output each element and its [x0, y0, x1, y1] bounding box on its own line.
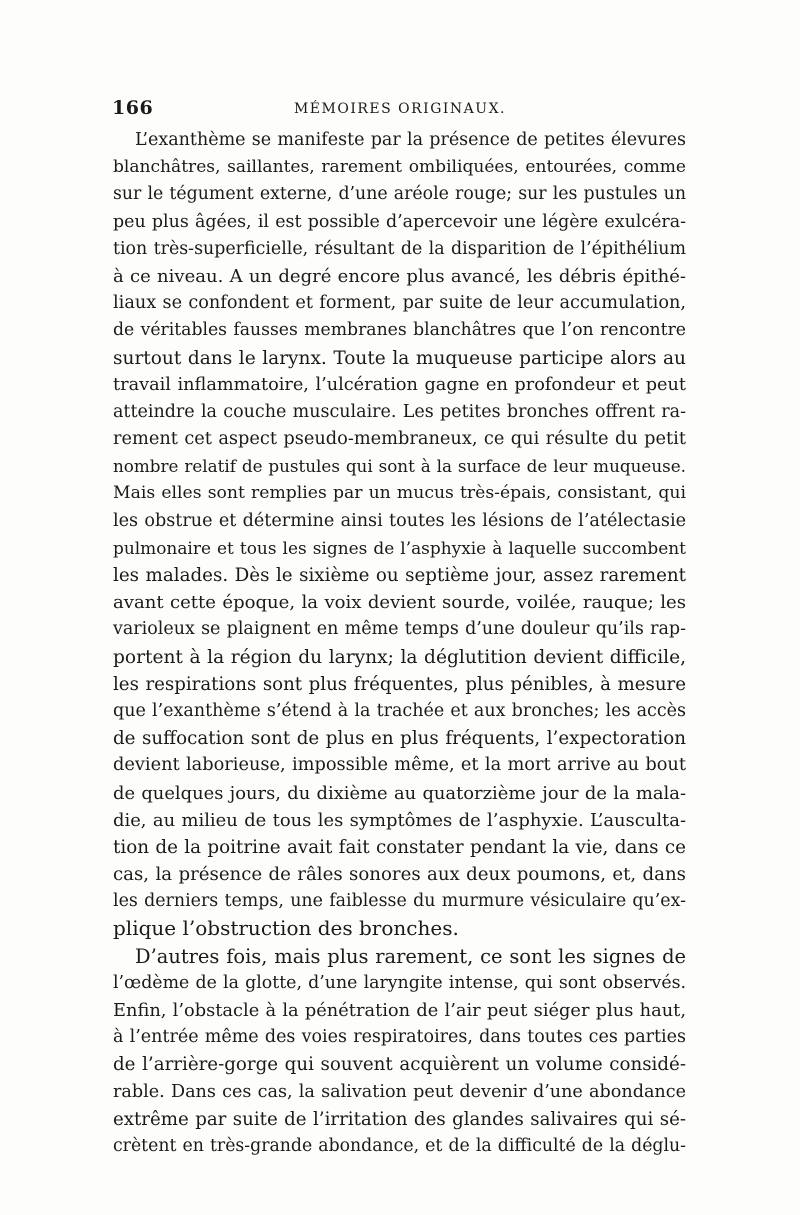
text-line: à l’entrée même des voies respiratoires, dans toutes ces parties — [113, 1027, 686, 1048]
text-line: les malades. Dès le sixième ou septième jour, assez rarement — [113, 565, 686, 586]
text-line: tion de la poitrine avait fait constater pendant la vie, dans ce — [113, 836, 686, 858]
paragraph-2 — [113, 943, 686, 1161]
text-line: avant cette époque, la voix devient sourde, voilée, rauque; les — [113, 592, 686, 614]
text-line: Mais elles sont remplies par un mucus très-épais, consistant, qui — [113, 483, 686, 504]
text-line: nombre relatif de pustules qui sont à la surface de leur muqueuse. — [113, 456, 686, 477]
text-line: atteindre la couche musculaire. Les petites bronches offrent ra- — [113, 401, 686, 422]
text-line: travail inflammatoire, l’ulcération gagne en profondeur et peut — [113, 374, 686, 395]
text-line: de suffocation sont de plus en plus fréquents, l’expectoration — [113, 728, 686, 750]
text-line: varioleux se plaignent en même temps d’une douleur qu’ils rap- — [113, 619, 686, 640]
text-line: que l’exanthème s’étend à la trachée et aux bronches; les accès — [113, 700, 686, 721]
text-line: rement cet aspect pseudo-membraneux, ce qui résulte du petit — [113, 429, 686, 450]
text-line: portent à la région du larynx; la déglutition devient difficile, — [113, 646, 686, 668]
text-line: die, au milieu de tous les symptômes de l’asphyxie. L’ausculta- — [113, 809, 686, 831]
text-line: tion très-superficielle, résultant de la disparition de l’épithélium — [113, 238, 686, 259]
page-header — [112, 97, 688, 125]
running-title: MÉMOIRES ORIGINAUX. — [293, 101, 507, 117]
text-line: devient laborieuse, impossible même, et la mort arrive au bout — [113, 755, 686, 776]
text-line: blanchâtres, saillantes, rarement ombiliquées, entourées, comme — [113, 157, 686, 178]
text-line: peu plus âgées, il est possible d’apercevoir une légère exulcéra- — [113, 211, 686, 232]
text-line: de quelques jours, du dixième au quatorzième jour de la mala- — [113, 782, 686, 804]
text-line: de véritables fausses membranes blanchâtres que l’on rencontre — [113, 320, 686, 341]
text-line: de l’arrière-gorge qui souvent acquièrent un volume considé- — [113, 1054, 686, 1076]
text-line: extrême par suite de l’irritation des glandes salivaires qui sé- — [113, 1108, 686, 1130]
text-line: les derniers temps, une faiblesse du murmure vésiculaire qu’ex- — [113, 891, 686, 912]
text-line: plique l’obstruction des bronches. — [113, 916, 459, 941]
text-line: surtout dans le larynx. Toute la muqueuse participe alors au — [113, 347, 686, 369]
text-line: sur le tégument externe, d’une aréole rouge; sur les pustules un — [113, 184, 686, 205]
text-line: D’autres fois, mais plus rarement, ce sont les signes de — [135, 944, 686, 968]
text-line: crètent en très-grande abondance, et de la difficulté de la déglu- — [113, 1135, 686, 1156]
body-text — [113, 127, 686, 1160]
paragraph-1 — [113, 127, 686, 943]
text-line: L’exanthème se manifeste par la présence de petites élevures — [135, 130, 686, 150]
text-line: rable. Dans ces cas, la salivation peut devenir d’une abondance — [113, 1081, 686, 1102]
page-number: 166 — [112, 97, 154, 119]
text-line: les respirations sont plus fréquentes, plus pénibles, à mesure — [113, 673, 686, 695]
text-line: pulmonaire et tous les signes de l’asphyxie à laquelle succombent — [113, 537, 686, 558]
text-line: Enfin, l’obstacle à la pénétration de l’air peut siéger plus haut, — [113, 1000, 686, 1021]
text-line: liaux se confondent et forment, par suite de leur accumulation, — [113, 293, 686, 314]
text-line: à ce niveau. A un degré encore plus avancé, les débris épithé- — [113, 265, 686, 287]
text-line: cas, la présence de râles sonores aux deux poumons, et, dans — [113, 864, 686, 886]
text-line: l’œdème de la glotte, d’une laryngite intense, qui sont observés. — [113, 972, 686, 993]
text-line: les obstrue et détermine ainsi toutes les lésions de l’atélectasie — [113, 510, 686, 531]
